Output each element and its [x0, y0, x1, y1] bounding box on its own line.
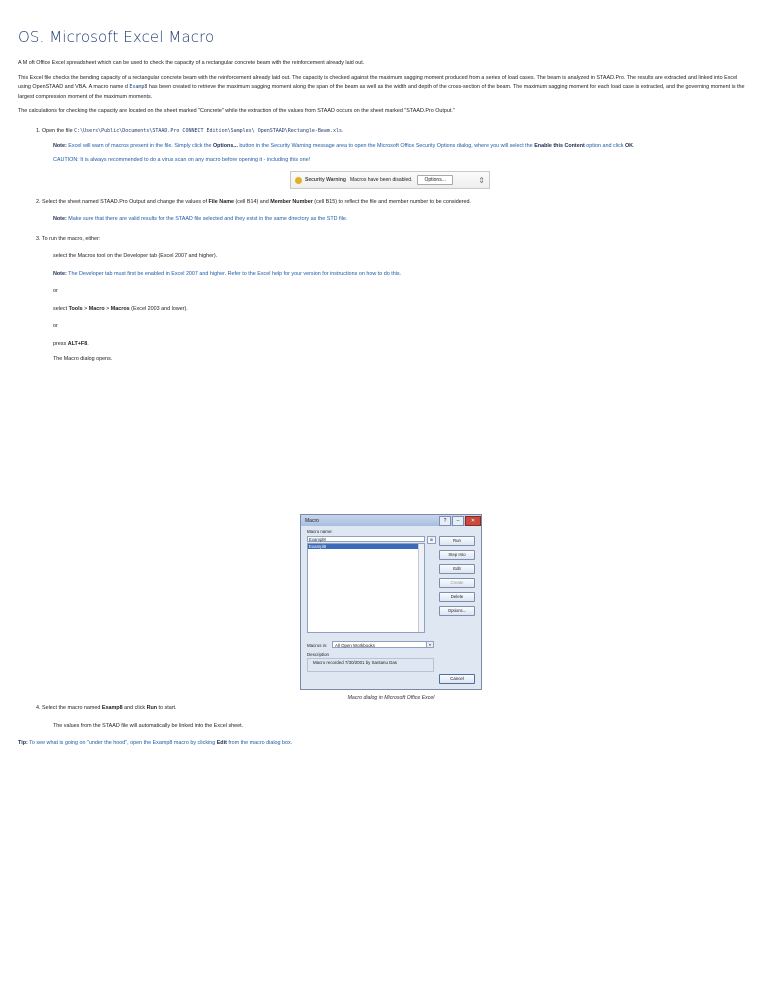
or-text: or	[53, 323, 58, 330]
file-path: C:\Users\Public\Documents\STAAD.Pro CONNECT Edition\Samples\ OpenSTAAD\Rectangle-Beam.xls	[74, 127, 342, 134]
step-4-result: The values from the STAAD file will automatically be linked into the Excel sheet.	[53, 722, 244, 729]
step-4-text: 4. Select the macro named Examp8 and click Run to start.	[36, 705, 177, 712]
options-button[interactable]: Options...	[439, 606, 475, 616]
step-3-shortcut: press ALT+F8.	[53, 340, 89, 347]
intro-paragraph: This Excel file checks the bending capacity of a rectangular concrete beam with the reinforcement already laid out. The capacity is checked against the maximum sagging moment produced from a series of load cases. The beam is analyzed in STAAD.Pro. The results are extracted and linked into Excel using OpenSTAAD and VBA. A macro name d Examp8 has been created to retrieve the maximum sagging moment along the span of the beam as well as the width and depth of the cross-section of the beam. The maximum sagging moment for each load case is extracted, and the governing moment is the largest compression moment of the maximum moments.	[18, 74, 745, 100]
security-warning-bar	[290, 171, 490, 189]
cancel-button[interactable]: Cancel	[439, 674, 475, 684]
step-3-tools: select Tools > Macro > Macros (Excel 2003 and lower).	[53, 305, 188, 312]
macro-dialog	[300, 514, 482, 690]
description-text: Macro recorded 7/30/2001 by Santanu Das	[307, 658, 434, 672]
step-1-caution: CAUTION: It is always recommended to do a virus scan on any macro before opening it - including this one!	[53, 157, 311, 164]
minimize-button[interactable]: –	[452, 516, 464, 526]
intro-summary: A M oft Office Excel spreadsheet which can be used to check the capacity of a rectangular concrete beam with the reinforcement already laid out.	[18, 60, 365, 67]
description-label: Description	[307, 652, 329, 657]
or-text: or	[53, 288, 58, 295]
chevron-down-icon[interactable]: ▼	[426, 642, 433, 647]
step-3	[36, 235, 750, 365]
step-1-text: 1. Open the file C:\Users\Public\Documents\STAAD.Pro CONNECT Edition\Samples\ OpenSTAAD\Rectangle-Beam.xls.	[36, 127, 344, 134]
figure-caption: Macro dialog in Microsoft Office Excel	[347, 695, 435, 701]
run-button[interactable]: Run	[439, 536, 475, 546]
delete-button[interactable]: Delete	[439, 592, 475, 602]
tip: Tip: To see what is going on "under the hood", open the Examp8 macro by clicking Edit from the macro dialog box.	[18, 740, 293, 747]
step-4	[36, 704, 750, 731]
dialog-titlebar	[301, 515, 481, 526]
macro-name-input[interactable]: Exampl8	[307, 536, 425, 542]
security-warning-label: Security Warning	[305, 177, 346, 183]
pick-macro-icon[interactable]: ⊞	[427, 536, 436, 544]
step-1	[36, 127, 750, 166]
step-1-note: Note: Excel will warn of macros present in the file. Simply click the Options... button in the Security Warning message area to open the Microsoft Office Security Options dialog, where you will select the Enable this Content option and click OK.	[53, 142, 635, 149]
macro-list[interactable]	[307, 543, 425, 633]
step-2	[36, 198, 750, 225]
step-2-text: 2. Select the sheet named STAAD.Pro Output and change the values of File Name (cell B14) and Member Number (cell B15) to reflect the file and member number to be considered.	[36, 198, 472, 205]
pin-icon: ⇕	[478, 175, 485, 185]
macros-in-select[interactable]: All Open Workbooks ▼	[332, 641, 434, 648]
shield-warning-icon	[295, 177, 302, 184]
security-warning-message: Macros have been disabled.	[349, 177, 413, 183]
help-button[interactable]: ?	[439, 516, 451, 526]
dialog-title: Macro	[305, 517, 319, 524]
step-3-dialog-opens: The Macro dialog opens.	[53, 355, 113, 362]
macros-in-label: Macros in:	[307, 643, 328, 648]
macro-name-code: Examp8	[129, 84, 148, 91]
step-3-developer: select the Macros tool on the Developer tab (Excel 2007 and higher).	[53, 253, 218, 260]
step-3-text: 3. To run the macro, either:	[36, 235, 101, 242]
macro-name-label: Macro name:	[307, 529, 333, 534]
options-button[interactable]: Options...	[417, 175, 452, 185]
list-scrollbar[interactable]	[418, 544, 424, 632]
edit-button[interactable]: Edit	[439, 564, 475, 574]
step-into-button[interactable]: Step Into	[439, 550, 475, 560]
intro-sheets-paragraph: The calculations for checking the capacity are located on the sheet marked "Concrete" while the extraction of the values from STAAD occurs on the sheet marked "STAAD.Pro Output."	[18, 108, 455, 115]
step-2-note: Note: Make sure that there are valid results for the STAAD file selected and they exist in the same directory as the STD file.	[53, 216, 348, 223]
create-button[interactable]: Create	[439, 578, 475, 588]
page-title: OS. Microsoft Excel Macro	[18, 28, 215, 46]
step-3-note: Note: The Developer tab must first be enabled in Excel 2007 and higher. Refer to the Excel help for your version for instructions on how to do this.	[53, 270, 402, 277]
close-button[interactable]: ✕	[465, 516, 481, 526]
list-item[interactable]: Exampl8	[308, 544, 424, 549]
